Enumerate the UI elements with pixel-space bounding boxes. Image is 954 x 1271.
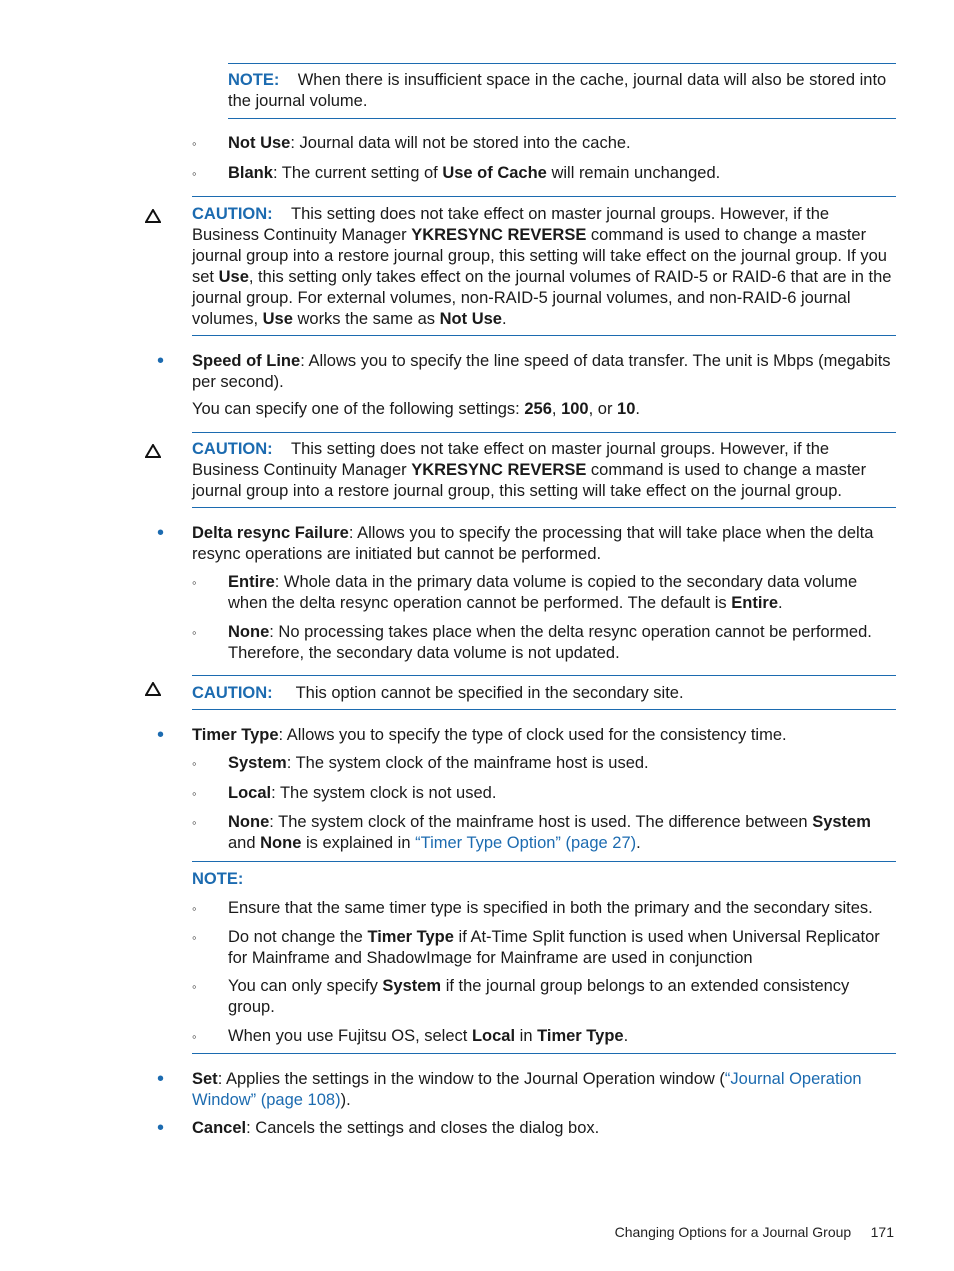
caution-label: CAUTION: [192, 205, 273, 223]
term-entire: Entire [731, 594, 779, 612]
note-label: NOTE: [228, 71, 280, 89]
caution-text: command is used to change a master journal group into a restore journal group, this setting will take effect on the journal group. If you set [192, 226, 887, 286]
sub-bullet: ◦ [192, 166, 197, 181]
speed-of-line-item [192, 351, 898, 393]
caution2-bottom-rule [192, 507, 896, 508]
term-cancel: Cancel [192, 1119, 247, 1137]
sub-bullet: ◦ [192, 625, 197, 640]
term-system: System [382, 977, 442, 995]
note-item-text: When you use Fujitsu OS, select [228, 1027, 472, 1045]
term-system: System [228, 754, 287, 772]
note-item-text: if the journal group belongs to an extended consistency group. [228, 977, 850, 1016]
option-text: : The current setting of [272, 164, 443, 182]
timer-type-item [192, 725, 898, 746]
item-text: : The system clock is not used. [271, 784, 497, 802]
item-text: : Whole data in the primary data volume is copied to the secondary data volume when the delta resync operation cannot be performed. The default is [228, 573, 858, 612]
note1-bottom-rule [228, 118, 896, 119]
option-text: will remain unchanged. [546, 164, 721, 182]
item-text: : Applies the settings in the window to the Journal Operation window ( [217, 1070, 725, 1088]
note2-item-2 [228, 927, 898, 969]
caution-text: This option cannot be specified in the secondary site. [295, 684, 684, 702]
term-system: System [812, 813, 871, 831]
bullet: • [157, 522, 165, 544]
item-text: : The system clock of the mainframe host is used. [286, 754, 649, 772]
note2-bottom-rule [192, 1053, 896, 1054]
term-delta-resync: Delta resync Failure [192, 524, 349, 542]
bullet: • [157, 1068, 165, 1090]
term-use-of-cache: Use of Cache [442, 164, 547, 182]
note2-item-4 [228, 1026, 898, 1047]
separator: . [778, 594, 783, 612]
separator: . [623, 1027, 629, 1045]
term-not-use: Not Use [228, 134, 291, 152]
caution2-top-rule [192, 432, 896, 433]
item-text: : Allows you to specify the type of clock used for the consistency time. [278, 726, 787, 744]
note1 [228, 70, 896, 112]
speed-value: 10 [617, 400, 636, 418]
timer-system [228, 753, 898, 774]
caution-bold: YKRESYNC REVERSE [411, 461, 587, 479]
term-local: Local [471, 1027, 516, 1045]
term-none: None [260, 834, 302, 852]
timer-local [228, 783, 898, 804]
item-text: : Cancels the settings and closes the dialog box. [246, 1119, 600, 1137]
item-text: and [228, 834, 261, 852]
note2-top-rule [192, 861, 896, 862]
option-blank [228, 163, 896, 184]
term-set: Set [192, 1070, 218, 1088]
note-item-text: Ensure that the same timer type is specified in both the primary and the secondary sites. [228, 899, 873, 917]
sub-bullet: ◦ [192, 575, 197, 590]
sub-bullet: ◦ [192, 930, 197, 945]
sub-bullet: ◦ [192, 979, 197, 994]
sub-bullet: ◦ [192, 815, 197, 830]
term-timer-type: Timer Type [367, 928, 454, 946]
timer-none [228, 812, 898, 854]
caution-bold: YKRESYNC REVERSE [411, 226, 587, 244]
caution-bold: Use [218, 268, 249, 286]
note2-item-3 [228, 976, 898, 1018]
sub-bullet: ◦ [192, 1029, 197, 1044]
set-item [192, 1069, 898, 1111]
term-speed-of-line: Speed of Line [192, 352, 301, 370]
delta-none [228, 622, 898, 664]
caution-icon [145, 444, 161, 458]
delta-resync-item [192, 523, 898, 565]
page-footer [615, 1222, 894, 1243]
speed-value: 100 [561, 400, 589, 418]
speed-value: 256 [524, 400, 552, 418]
note-item-text: Do not change the [228, 928, 368, 946]
caution-bold: Use [262, 310, 293, 328]
item-text: : The system clock of the mainframe host is used. The difference between [269, 813, 813, 831]
note-item-text: in [515, 1027, 538, 1045]
term-none: None [228, 813, 270, 831]
note1-top-rule [228, 63, 896, 64]
sub-bullet: ◦ [192, 136, 197, 151]
bullet: • [157, 350, 165, 372]
timer-type-option-link[interactable]: “Timer Type Option” (page 27) [415, 834, 637, 852]
bullet: • [157, 1117, 165, 1139]
caution-text: This setting does not take effect on master journal groups. However, if the Business Continuity Manager [192, 205, 830, 244]
note2-item-1 [228, 898, 898, 919]
caution2 [192, 439, 898, 502]
note2-label-line [192, 869, 243, 890]
term-none: None [228, 623, 270, 641]
sub-bullet: ◦ [192, 756, 197, 771]
term-local: Local [228, 784, 272, 802]
item-text: You can specify one of the following settings: [192, 400, 525, 418]
item-text: : Allows you to specify the line speed of data transfer. The unit is Mbps (megabits per second). [192, 352, 891, 391]
separator: , [551, 400, 562, 418]
note1-text: When there is insufficient space in the cache, journal data will also be stored into the journal volume. [228, 71, 887, 110]
caution-label: CAUTION: [192, 684, 273, 702]
caution-text: works the same as [292, 310, 440, 328]
caution3-bottom-rule [192, 709, 896, 710]
caution-text: , this setting only takes effect on the journal volumes of RAID-5 or RAID-6 that are in the journal group. For external volumes, non-RAID-5 journal volumes, and non-RAID-6 journal volumes, [192, 268, 892, 328]
footer-title: Changing Options for a Journal Group [614, 1224, 852, 1240]
term-timer-type: Timer Type [537, 1027, 624, 1045]
caution1-bottom-rule [192, 335, 896, 336]
separator: . [635, 400, 640, 418]
note-item-text: if At-Time Split function is used when Universal Replicator for Mainframe and ShadowImage for Mainframe are used in conjunction [228, 928, 880, 967]
term-entire: Entire [228, 573, 275, 591]
separator: . [636, 834, 641, 852]
item-text: is explained in [301, 834, 416, 852]
caution1-top-rule [192, 196, 896, 197]
caution-text: . [501, 310, 507, 328]
caution1 [192, 204, 898, 330]
caution-icon [145, 209, 161, 223]
caution-text: command is used to change a master journal group into a restore journal group, this setting will take effect on the journal group. [192, 461, 867, 500]
separator: , or [588, 400, 618, 418]
separator: ). [340, 1091, 351, 1109]
caution-icon [145, 682, 161, 696]
note-label: NOTE: [192, 870, 244, 888]
term-timer-type: Timer Type [192, 726, 279, 744]
caution3-top-rule [192, 675, 896, 676]
term-blank: Blank [228, 164, 273, 182]
sub-bullet: ◦ [192, 786, 197, 801]
item-text: : No processing takes place when the delta resync operation cannot be performed. Therefore, the secondary data volume is not updated. [228, 623, 872, 662]
caution-label: CAUTION: [192, 440, 273, 458]
note-item-text: You can only specify [228, 977, 383, 995]
item-text: : Allows you to specify the processing that will take place when the delta resync operations are initiated but cannot be performed. [192, 524, 874, 563]
journal-operation-window-link[interactable]: “Journal Operation Window” (page 108) [192, 1070, 862, 1109]
bullet: • [157, 724, 165, 746]
caution-text: This setting does not take effect on master journal groups. However, if the Business Continuity Manager [192, 440, 830, 479]
caution-bold: Not Use [439, 310, 502, 328]
speed-settings [192, 399, 898, 420]
sub-bullet: ◦ [192, 901, 197, 916]
option-text: : Journal data will not be stored into the cache. [290, 134, 631, 152]
delta-entire [228, 572, 898, 614]
option-not-use [228, 133, 896, 154]
cancel-item [192, 1118, 898, 1139]
caution3 [192, 683, 898, 704]
page-number: 171 [870, 1224, 894, 1240]
